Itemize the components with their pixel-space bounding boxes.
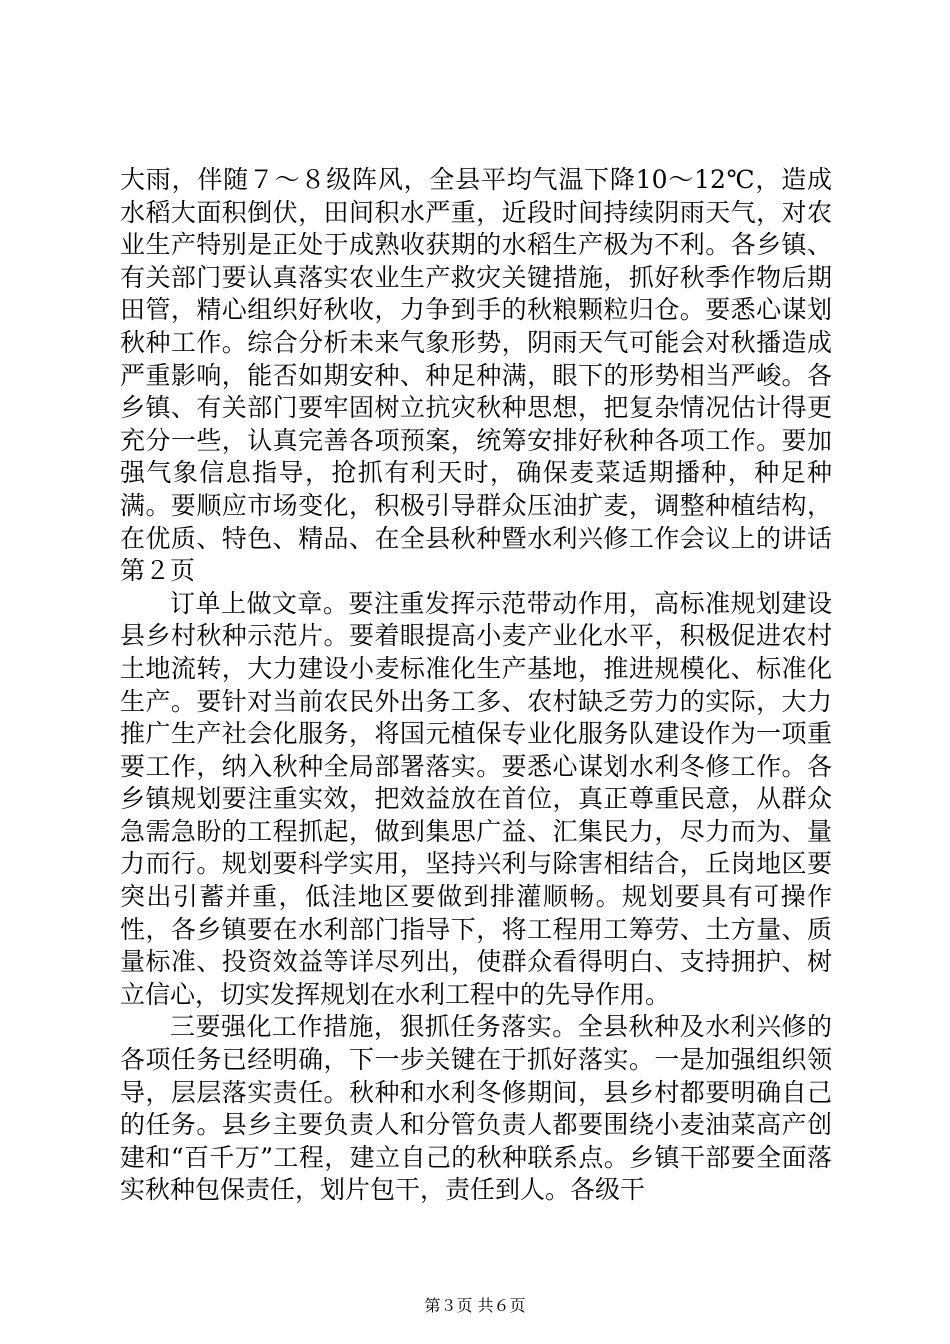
document-body xyxy=(120,164,832,1207)
paragraph-3: 三要强化工作措施，狠抓任务落实。全县秋种及水利兴修的各项任务已经明确，下一步关键在于抓好落实。一是加强组织领导，层层落实责任。秋种和水利冬修期间，县乡村都要明确自己的任务。县乡主要负责人和分管负责人都要围绕小麦油菜高产创建和“百千万”工程，建立自己的秋种联系点。乡镇干部要全面落实秋种包保责任，划片包干，责任到人。各级干 xyxy=(120,1012,832,1205)
page-number: 第３页 共６页 xyxy=(424,1296,526,1315)
page-footer xyxy=(0,1296,950,1316)
paragraph-1: 大雨，伴随７～８级阵风，全县平均气温下降10～12℃，造成水稻大面积倒伏，田间积水严重，近段时间持续阴雨天气，对农业生产特别是正处于成熟收获期的水稻生产极为不利。各乡镇、有关部门要认真落实农业生产救灾关键措施，抓好秋季作物后期田管，精心组织好秋收，力争到手的秋粮颗粒归仓。要悉心谋划秋种工作。综合分析未来气象形势，阴雨天气可能会对秋播造成严重影响，能否如期安种、种足种满，眼下的形势相当严峻。各乡镇、有关部门要牢固树立抗灾秋种思想，把复杂情况估计得更充分一些，认真完善各项预案，统筹安排好秋种各项工作。要加强气象信息指导，抢抓有利天时，确保麦菜适期播种，种足种满。要顺应市场变化，积极引导群众压油扩麦，调整种植结构，在优质、特色、精品、在全县秋种暨水利兴修工作会议上的讲话第２页 xyxy=(120,165,832,586)
paragraph-2: 订单上做文章。要注重发挥示范带动作用，高标准规划建设县乡村秋种示范片。要着眼提高小麦产业化水平，积极促进农村土地流转，大力建设小麦标准化生产基地，推进规模化、标准化生产。要针对当前农民外出务工多、农村缺乏劳力的实际，大力推广生产社会化服务，将国元植保专业化服务队建设作为一项重要工作，纳入秋种全局部署落实。要悉心谋划水利冬修工作。各乡镇规划要注重实效，把效益放在首位，真正尊重民意，从群众急需急盼的工程抓起，做到集思广益、汇集民力，尽力而为、量力而行。规划要科学实用，坚持兴利与除害相结合，丘岗地区要突出引蓄并重，低洼地区要做到排灌顺畅。规划要具有可操作性，各乡镇要在水利部门指导下，将工程用工筹劳、土方量、质量标准、投资效益等详尽列出，使群众看得明白、支持拥护、树立信心，切实发挥规划在水利工程中的先导作用。 xyxy=(120,588,832,1009)
